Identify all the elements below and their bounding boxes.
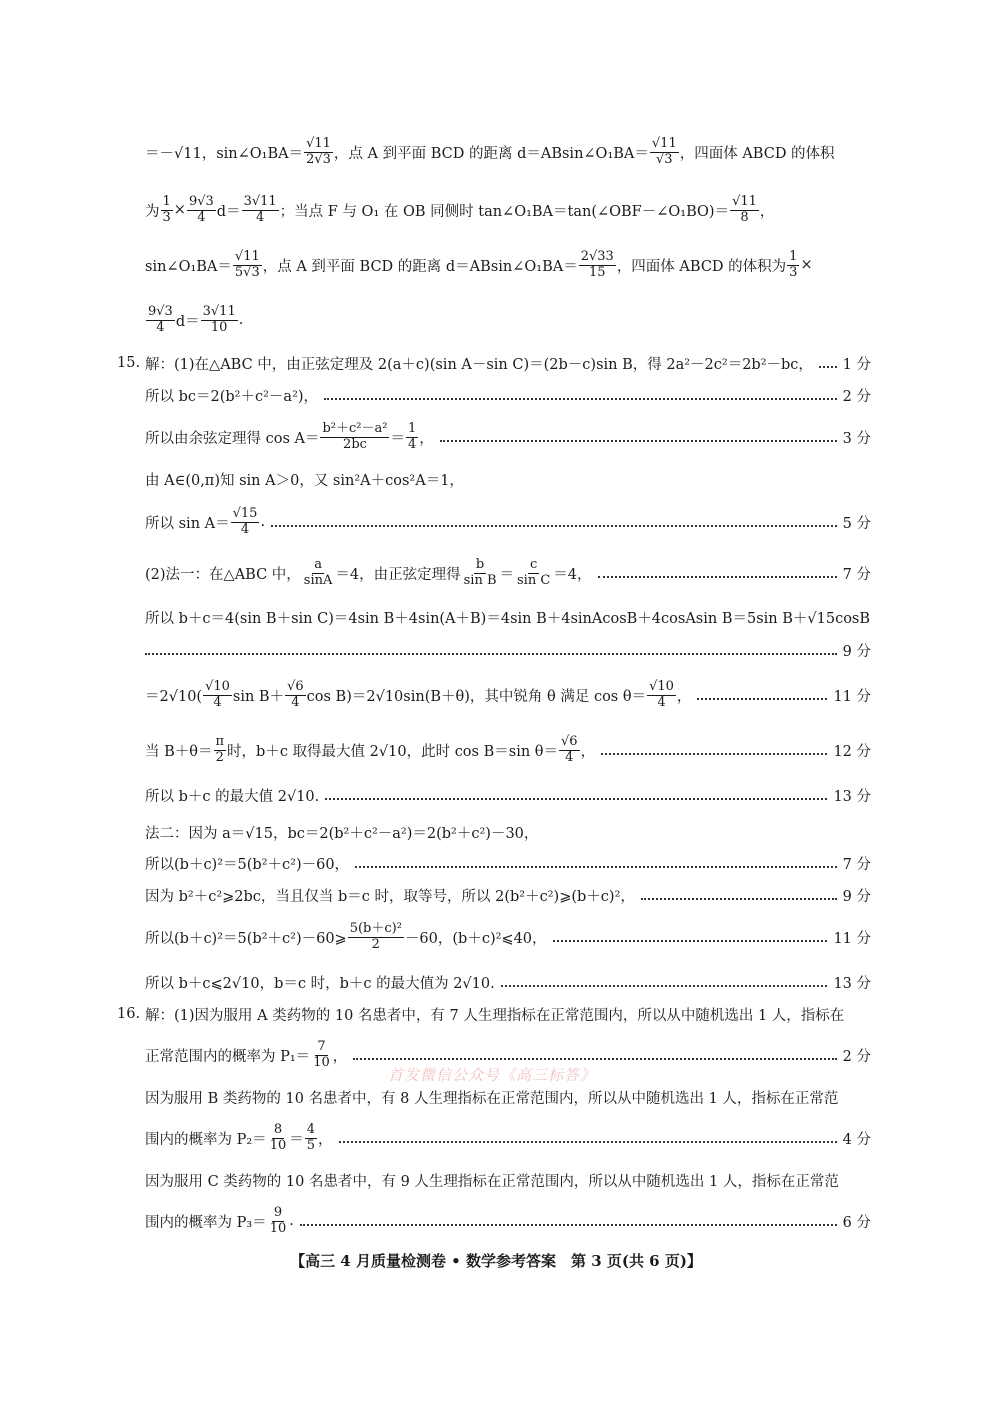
- score-points: 4 分: [842, 1131, 871, 1148]
- math-text: sin B＋: [232, 688, 285, 705]
- denominator: √3: [656, 151, 673, 167]
- math-text: 当 B＋θ＝: [145, 743, 213, 760]
- fraction: [650, 137, 679, 168]
- numerator: √15: [232, 505, 258, 521]
- math-text: 正常范围内的概率为 P₁＝: [145, 1048, 311, 1065]
- math-text: 所以(b＋c)²＝5(b²＋c²)－60⩾: [145, 930, 347, 947]
- denominator: sinA: [303, 572, 333, 588]
- denominator: 4: [657, 694, 666, 710]
- math-text: 所以 b＋c＝4(sin B＋sin C)＝4sin B＋4sin(A＋B)＝4sin B＋4sinAcosB＋4cosAsin B＝5sin B＋√15cosB: [145, 610, 871, 627]
- solution-line: [145, 680, 871, 710]
- solution-line: [145, 817, 871, 847]
- denominator: 5: [306, 1137, 316, 1153]
- numerator: 9√3: [188, 193, 214, 209]
- numerator: √11: [651, 135, 677, 151]
- numerator: 8: [273, 1121, 283, 1137]
- dot-leader: [325, 798, 827, 800]
- math-text: ×: [800, 257, 813, 273]
- numerator: √11: [732, 193, 757, 209]
- question-15-line: [117, 348, 871, 378]
- math-text: .: [260, 514, 266, 530]
- math-text: 所以(b＋c)²＝5(b²＋c²)－60，: [145, 856, 350, 873]
- score-points: 1 分: [842, 356, 871, 373]
- fraction: [201, 305, 238, 336]
- math-text: 围内的概率为 P₃＝: [145, 1214, 267, 1231]
- math-text: d＝: [175, 313, 200, 330]
- math-text: 法二：因为 a＝√15，bc＝2(b²＋c²－a²)＝2(b²＋c²)－30，: [145, 825, 539, 842]
- math-text: ，: [419, 430, 434, 447]
- question-number: 16.: [117, 1006, 141, 1022]
- denominator: 4: [240, 521, 250, 537]
- dot-leader: [300, 1224, 837, 1226]
- denominator: 10: [210, 319, 228, 335]
- score-points: 7 分: [842, 856, 871, 873]
- solution-line: [145, 380, 871, 410]
- denominator: 3: [789, 264, 798, 280]
- math-text: (2)法一：在△ABC 中，: [145, 566, 301, 583]
- numerator: 3√11: [243, 193, 277, 209]
- score-points: 11 分: [833, 930, 871, 947]
- math-text: ，: [318, 1131, 333, 1148]
- dot-leader: [553, 940, 828, 942]
- denominator: 10: [269, 1220, 287, 1236]
- numerator: 9√3: [148, 303, 173, 319]
- fraction: [647, 680, 676, 711]
- denominator: 4: [565, 749, 574, 765]
- numerator: a: [314, 556, 322, 572]
- denominator: 3: [162, 209, 171, 225]
- math-text: ，: [580, 743, 596, 760]
- math-text: ，四面体 ABCD 的体积为: [616, 258, 787, 275]
- numerator: π: [215, 733, 225, 749]
- fraction: [305, 1123, 317, 1154]
- solution-line: [145, 735, 871, 765]
- numerator: √11: [306, 135, 331, 151]
- fraction: [406, 422, 418, 453]
- question-number: 15.: [117, 355, 141, 371]
- solution-line: [145, 464, 871, 494]
- solution-line: [145, 305, 871, 335]
- denominator: 2√3: [306, 151, 331, 167]
- fraction: [233, 250, 262, 281]
- score-points: 2 分: [842, 1048, 871, 1065]
- denominator: 10: [269, 1137, 287, 1153]
- numerator: 2√33: [580, 248, 614, 264]
- math-text: －60，(b＋c)²⩽40，: [404, 930, 547, 947]
- denominator: 4: [156, 319, 165, 335]
- dot-leader: [324, 398, 837, 400]
- solution-line: [145, 422, 871, 452]
- math-text: 时，b＋c 取得最大值 2√10，此时 cos B＝sin θ＝: [227, 743, 559, 760]
- fraction: [787, 250, 799, 281]
- score-points: 7 分: [842, 566, 871, 583]
- denominator: 2bc: [343, 436, 367, 452]
- numerator: 1: [162, 193, 171, 209]
- numerator: 4: [306, 1121, 316, 1137]
- math-text: 由 A∈(0,π)知 sin A＞0，又 sin²A＋cos²A＝1，: [145, 472, 464, 489]
- denominator: 4: [291, 694, 300, 710]
- dot-leader: [601, 753, 827, 755]
- score-points: 11 分: [833, 688, 871, 705]
- fraction: [559, 735, 580, 766]
- watermark: 首发微信公众号《高三标答》: [388, 1066, 597, 1084]
- score-points: 13 分: [833, 975, 871, 992]
- denominator: 2: [371, 936, 380, 952]
- numerator: b²＋c²－a²: [322, 420, 388, 436]
- numerator: √6: [561, 733, 578, 749]
- page-footer: 【高三 4 月质量检测卷 • 数学参考答案 第 3 页(共 6 页)】: [290, 1252, 702, 1270]
- dot-leader: [145, 653, 837, 655]
- dot-leader: [819, 366, 837, 368]
- fraction: [730, 195, 759, 226]
- math-text: ，: [332, 1048, 348, 1065]
- math-text: 围内的概率为 P₂＝: [145, 1131, 267, 1148]
- fraction: [285, 680, 306, 711]
- fraction: [462, 558, 499, 589]
- denominator: 5√3: [234, 264, 260, 280]
- math-text: ＝: [289, 1131, 304, 1148]
- fraction: [302, 558, 335, 589]
- dot-leader: [355, 866, 837, 868]
- solution-line: [145, 780, 871, 810]
- score-points: 2 分: [842, 388, 871, 405]
- denominator: 15: [588, 264, 606, 280]
- solution-line: [145, 1165, 871, 1195]
- math-text: d＝: [216, 203, 241, 220]
- math-text: cos B)＝2√10sin(B＋θ)，其中锐角 θ 满足 cos θ＝: [306, 688, 647, 705]
- math-text: .: [289, 1213, 294, 1229]
- math-text: 所以 b＋c 的最大值 2√10.: [145, 788, 320, 805]
- solution-line: [145, 848, 871, 878]
- fraction: [348, 922, 404, 953]
- denominator: 4: [255, 209, 265, 225]
- math-text: sin∠O₁BA＝: [145, 258, 232, 275]
- fraction: [515, 558, 552, 589]
- numerator: 7: [317, 1038, 326, 1054]
- fraction: [214, 735, 227, 766]
- math-text: ＝4，: [553, 566, 592, 583]
- numerator: √10: [649, 678, 674, 694]
- solution-line: [145, 922, 871, 952]
- math-text: 解：(1)在△ABC 中，由正弦定理及 2(a＋c)(sin A－sin C)＝(2b－c)sin B，得 2a²－2c²＝2b²－bc，: [145, 356, 813, 373]
- score-points: 3 分: [842, 430, 871, 447]
- score-points: 9 分: [842, 643, 871, 660]
- denominator: 2: [215, 749, 224, 765]
- fraction: [242, 195, 279, 226]
- fraction: [146, 305, 175, 336]
- math-text: 所以 sin A＝: [145, 515, 230, 532]
- math-text: ＝: [390, 430, 405, 447]
- fraction: [304, 137, 333, 168]
- math-text: ＝: [499, 566, 515, 583]
- fraction: [311, 1040, 332, 1071]
- solution-line: [145, 635, 871, 665]
- fraction: [579, 250, 616, 281]
- fraction: [268, 1123, 289, 1154]
- numerator: c: [530, 556, 538, 572]
- numerator: 3√11: [202, 303, 236, 319]
- math-text: 所以由余弦定理得 cos A＝: [145, 430, 320, 447]
- numerator: √10: [205, 678, 230, 694]
- solution-line: [145, 507, 871, 537]
- solution-line: [145, 967, 871, 997]
- fraction: [161, 195, 173, 226]
- math-text: ＝－√11，sin∠O₁BA＝: [145, 145, 304, 162]
- denominator: 10: [313, 1054, 330, 1070]
- numerator: 1: [789, 248, 798, 264]
- dot-leader: [641, 898, 837, 900]
- score-points: 6 分: [842, 1214, 871, 1231]
- dot-leader: [353, 1058, 836, 1060]
- solution-line: [145, 558, 871, 588]
- solution-line: [145, 602, 871, 632]
- math-text: 因为 b²＋c²⩾2bc，当且仅当 b＝c 时，取等号，所以 2(b²＋c²)⩾(b＋c)²，: [145, 888, 635, 905]
- solution-line: [145, 1123, 871, 1153]
- math-text: ；当点 F 与 O₁ 在 OB 同侧时 tan∠O₁BA＝tan(∠OBF－∠O₁BO)＝: [279, 203, 730, 220]
- solution-line: [145, 195, 871, 225]
- denominator: 4: [407, 436, 417, 452]
- dot-leader: [440, 440, 837, 442]
- fraction: [187, 195, 216, 226]
- denominator: 8: [740, 209, 749, 225]
- denominator: 4: [213, 694, 222, 710]
- dot-leader: [339, 1141, 837, 1143]
- fraction: [320, 422, 389, 453]
- math-text: ＝4，由正弦定理得: [335, 566, 461, 583]
- solution-line: [145, 1206, 871, 1236]
- numerator: b: [475, 556, 485, 572]
- solution-line: [145, 880, 871, 910]
- math-text: ，: [676, 688, 692, 705]
- math-text: 所以 bc＝2(b²＋c²－a²)，: [145, 388, 319, 405]
- numerator: 5(b＋c)²: [349, 920, 402, 936]
- solution-line: [145, 137, 871, 167]
- score-points: 12 分: [833, 743, 871, 760]
- dot-leader: [271, 525, 837, 527]
- score-points: 5 分: [842, 515, 871, 532]
- math-text: ，: [759, 203, 775, 220]
- dot-leader: [501, 985, 828, 987]
- numerator: √11: [234, 248, 260, 264]
- fraction: [268, 1206, 289, 1237]
- math-text: 因为服用 C 类药物的 10 名患者中，有 9 人生理指标在正常范围内，所以从中随机选出 1 人，指标在正常范: [145, 1173, 839, 1190]
- numerator: √6: [287, 678, 304, 694]
- math-text: 解：(1)因为服用 A 类药物的 10 名患者中，有 7 人生理指标在正常范围内，所以从中随机选出 1 人，指标在: [145, 1007, 845, 1024]
- fraction: [203, 680, 232, 711]
- math-text: ×: [173, 202, 186, 218]
- math-text: ，四面体 ABCD 的体积: [679, 145, 835, 162]
- solution-line: [145, 1082, 871, 1112]
- math-text: 所以 b＋c⩽2√10，b＝c 时，b＋c 的最大值为 2√10.: [145, 975, 495, 992]
- denominator: sin B: [463, 572, 497, 588]
- math-text: ，点 A 到平面 BCD 的距离 d＝ABsin∠O₁BA＝: [262, 258, 578, 275]
- numerator: 1: [407, 420, 417, 436]
- fraction: [231, 507, 260, 538]
- denominator: sin C: [517, 572, 551, 588]
- numerator: 9: [273, 1204, 283, 1220]
- math-text: ＝2√10(: [145, 688, 203, 705]
- dot-leader: [598, 576, 837, 578]
- denominator: 4: [197, 209, 206, 225]
- score-points: 13 分: [833, 788, 871, 805]
- dot-leader: [697, 698, 827, 700]
- solution-line: [145, 250, 871, 280]
- math-text: 因为服用 B 类药物的 10 名患者中，有 8 人生理指标在正常范围内，所以从中随机选出 1 人，指标在正常范: [145, 1090, 839, 1107]
- question-16-line: [117, 999, 871, 1029]
- math-text: .: [238, 312, 244, 328]
- score-points: 9 分: [842, 888, 871, 905]
- math-text: 为: [145, 203, 160, 220]
- math-text: ，点 A 到平面 BCD 的距离 d＝ABsin∠O₁BA＝: [333, 145, 649, 162]
